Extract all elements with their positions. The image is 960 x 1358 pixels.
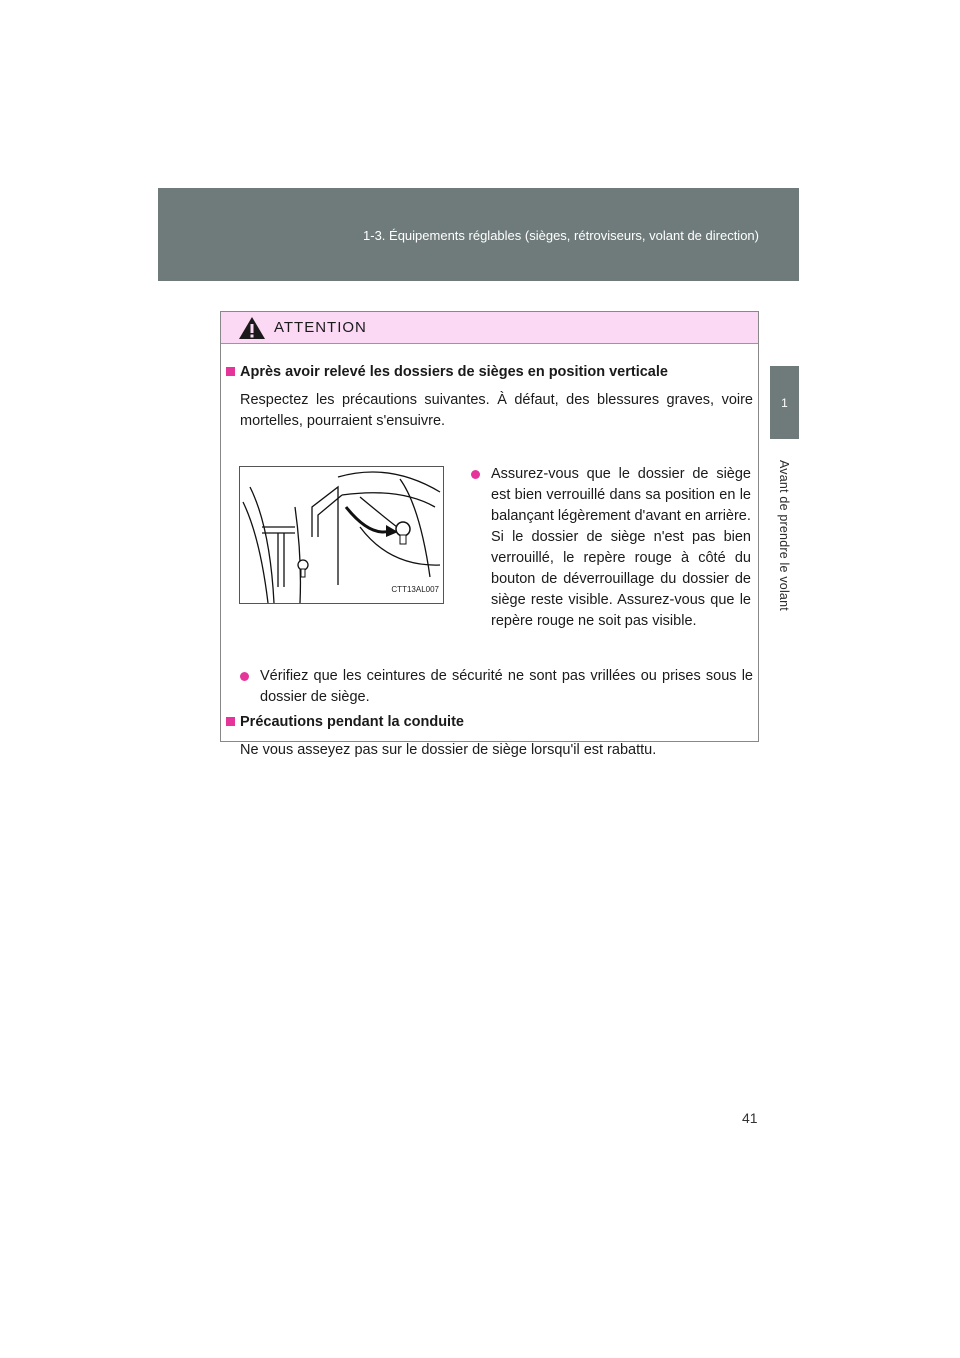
heading-after-raising-text: Après avoir relevé les dossiers de sièges en position verticale [240,364,668,380]
seat-lock-illustration [239,466,444,604]
page-number: 41 [742,1110,758,1126]
bullet-seat-locked [471,464,751,632]
chapter-title: Avant de prendre le volant [777,460,791,611]
heading-after-raising [226,362,668,383]
bullet-seatbelts-text: Vérifiez que les ceintures de sécurité ne sont pas vrillées ou prises sous le dossier de siège. [260,668,753,705]
driving-paragraph: Ne vous asseyez pas sur le dossier de siège lorsqu'il est rabattu. [240,742,657,758]
figure-code: CTT13AL007 [391,585,439,594]
chapter-tab-number: 1 [781,395,788,410]
square-bullet-icon [226,367,235,376]
caution-title: ATTENTION [274,319,367,336]
chapter-tab [770,366,799,439]
precautions-paragraph: Respectez les précautions suivantes. À défaut, des blessures graves, voire mortelles, pourraient s'ensuivre. [240,392,753,429]
caution-header [221,312,758,344]
section-title: 1-3. Équipements réglables (sièges, rétroviseurs, volant de direction) [363,228,759,243]
caution-box [220,311,759,758]
warning-triangle-icon [238,316,266,340]
bullet-seat-locked-text-1: Assurez-vous que le dossier de siège est bien verrouillé dans sa position en le balançant légèrement d'avant en arrière. [491,466,751,524]
heading-driving-precautions [226,712,464,733]
section-header-bar [158,188,799,281]
bullet-seatbelts [240,666,753,708]
square-bullet-icon [226,717,235,726]
bullet-seat-locked-text-2: Si le dossier de siège n'est pas bien verrouillé, le repère rouge à côté du bouton de déverrouillage du dossier de siège reste visible. Assurez-vous que le repère rouge ne soit pas visible. [491,529,751,629]
round-bullet-icon [471,470,480,479]
caution-content [221,344,758,758]
round-bullet-icon [240,672,249,681]
heading-driving-precautions-text: Précautions pendant la conduite [240,714,464,730]
